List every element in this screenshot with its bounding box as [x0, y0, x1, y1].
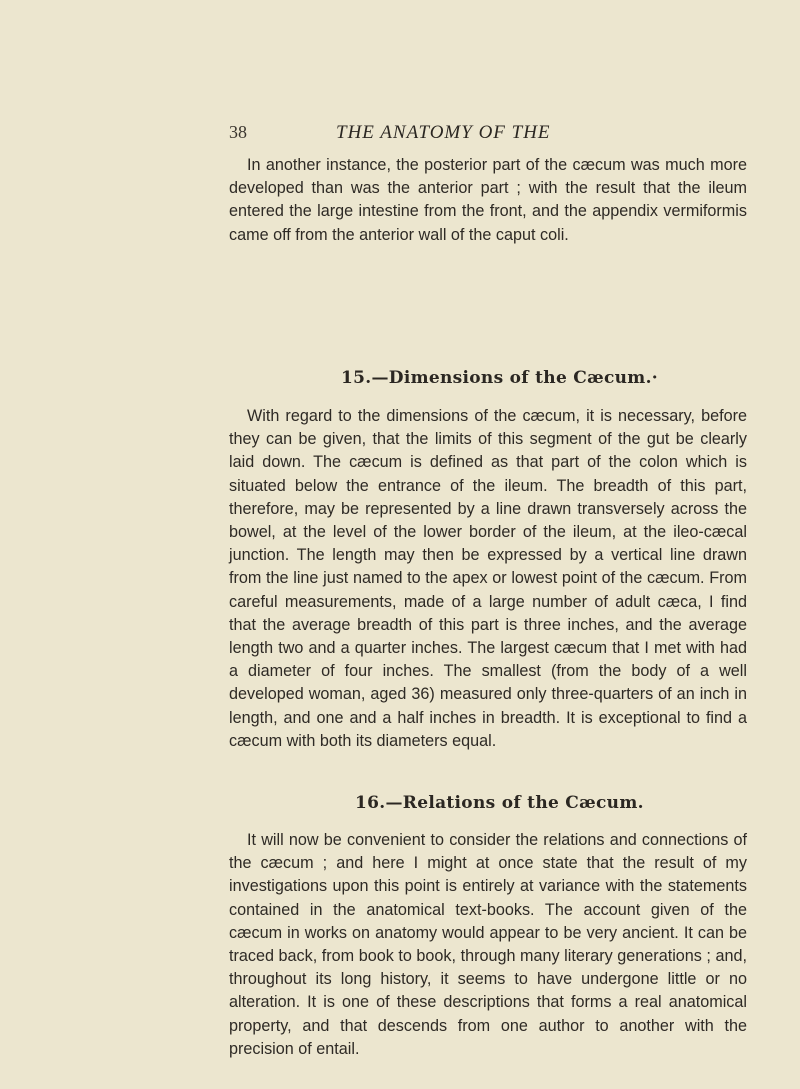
paragraph-text: In another instance, the posterior part of the cæcum was much more developed than was the anterior part ; with the result that the ileum entered the large intestine from the front, and the appendix vermiformis came off from the anterior wall of the caput coli.	[229, 156, 747, 244]
running-title: THE ANATOMY OF THE	[336, 122, 551, 143]
paragraph-text: It will now be convenient to consider the relations and connections of the cæcum ; and here I might at once state that the result of my investigations upon this point is entirely at variance with the statements contained in the anatomical text-books. The account given of the cæcum in works on anatomy would appear to be very ancient. It can be traced back, from book to book, through many literary generations ; and, throughout its long history, it seems to have undergone little or no alteration. It is one of these descriptions that forms a real anatomical property, and that descends from one author to another with the precision of entail.	[229, 831, 747, 1058]
paragraph-relations	[229, 829, 747, 1061]
section-heading-dimensions: 15.—Dimensions of the Cæcum.·	[341, 368, 659, 388]
page-number: 38	[229, 122, 247, 142]
paragraph-dimensions	[229, 405, 747, 753]
section-heading-relations: 16.—Relations of the Cæcum.	[355, 793, 644, 813]
paragraph-text: With regard to the dimensions of the cæcum, it is necessary, before they can be given, that the limits of this segment of the gut be clearly laid down. The cæcum is defined as that part of the colon which is situated below the entrance of the ileum. The breadth of this part, therefore, may be represented by a line drawn transversely across the bowel, at the level of the lower border of the ileum, at the ileo-cæcal junction. The length may then be expressed by a vertical line drawn from the line just named to the apex or lowest point of the cæcum. From careful measurements, made of a large number of adult cæca, I find that the average breadth of this part is three inches, and the average length two and a quarter inches. The largest cæcum that I met with had a diameter of four inches. The smallest (from the body of a well developed woman, aged 36) measured only three-quarters of an inch in length, and one and a half inches in breadth. It is exceptional to find a cæcum with both its diameters equal.	[229, 407, 747, 750]
paragraph-intro	[229, 154, 747, 247]
running-head	[0, 122, 800, 146]
